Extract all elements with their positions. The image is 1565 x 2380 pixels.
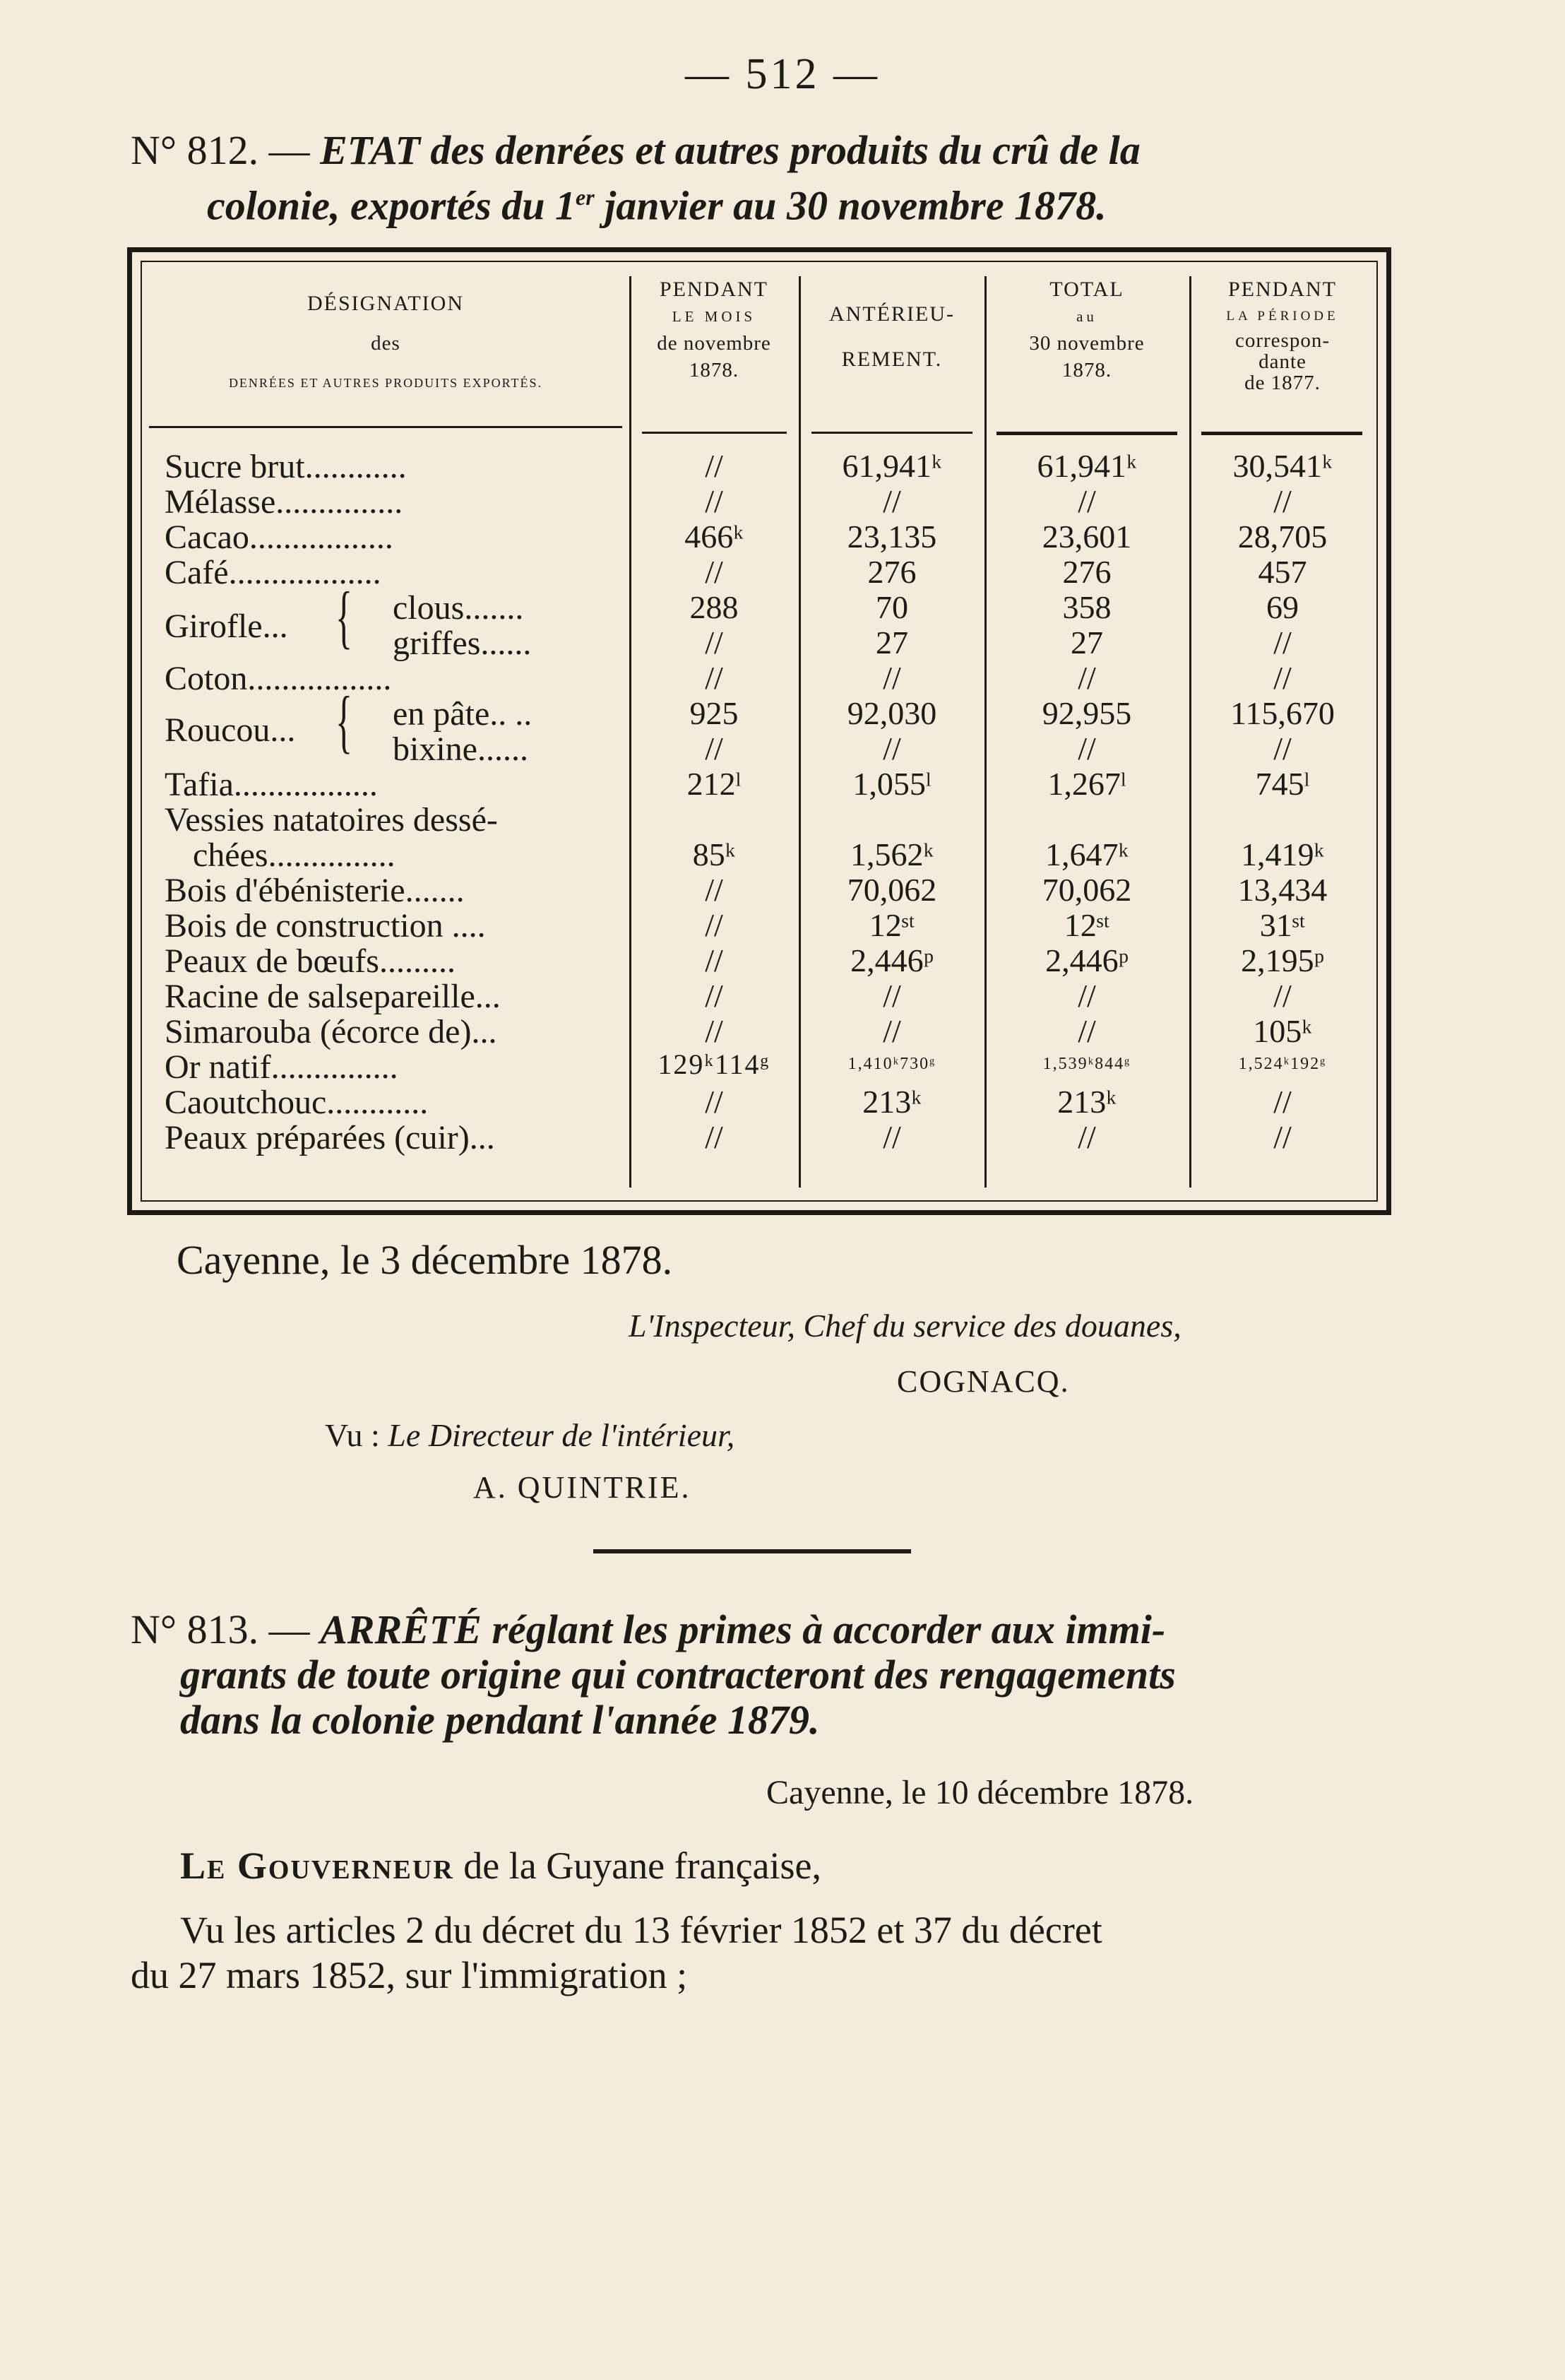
- signature-place-date: Cayenne, le 3 décembre 1878.: [177, 1237, 673, 1283]
- table-cell-col3: 213ᵏ: [1057, 1084, 1117, 1120]
- table-cell-col4: 2,195ᵖ: [1241, 942, 1324, 978]
- table-cell-col2: 1,055ˡ: [852, 766, 932, 802]
- table-cell-col3: 27: [1071, 624, 1103, 661]
- table-cell-col2: //: [883, 483, 901, 519]
- table-cell-col4: 1,524ᵏ192ᵍ: [1238, 1055, 1327, 1073]
- table-cell-col1: //: [705, 483, 723, 519]
- brace-girofle: {: [335, 577, 352, 656]
- table-cell-col4: //: [1273, 624, 1292, 661]
- table-cell-col4: //: [1273, 730, 1292, 766]
- heading-813-line2: grants de toute origine qui contracteront des rengagements: [180, 1652, 1176, 1698]
- table-cell-col3: //: [1078, 1013, 1096, 1049]
- table-cell-col4: 31ˢᵗ: [1259, 907, 1306, 943]
- heading-813-line3: dans la colonie pendant l'année 1879.: [180, 1697, 820, 1743]
- paragraph-vu: [131, 1907, 1395, 1998]
- decree-date: Cayenne, le 10 décembre 1878.: [766, 1774, 1194, 1811]
- table-cell-col2: 1,410ᵏ730ᵍ: [847, 1055, 936, 1073]
- table-cell-col1: //: [705, 660, 723, 696]
- table-cell-col3: 1,539ᵏ844ᵍ: [1042, 1055, 1131, 1073]
- table-cell-col3: //: [1078, 1119, 1096, 1155]
- table-cell-col3: 1,267ˡ: [1047, 766, 1126, 802]
- table-cell-col2: 1,562ᵏ: [850, 836, 934, 872]
- table-cell-col1: //: [705, 554, 723, 590]
- export-table: [127, 247, 1391, 1215]
- table-cell-col4: 13,434: [1237, 872, 1328, 908]
- row-label: Caoutchouc............: [165, 1084, 429, 1121]
- page-number: — 512 —: [685, 50, 880, 98]
- heading-812-title-sup: er: [575, 184, 595, 210]
- heading-813-number: N° 813. —: [131, 1606, 321, 1652]
- row-label: Coton.................: [165, 660, 392, 697]
- table-cell-col1: //: [705, 978, 723, 1014]
- group-label-roucou: Roucou...: [165, 711, 296, 749]
- table-cell-col3: 1,647ᵏ: [1045, 836, 1129, 872]
- table-cell-col1: //: [705, 448, 723, 484]
- table-cell-col4: //: [1273, 660, 1292, 696]
- governor-title: Le Gouverneur: [180, 1845, 454, 1887]
- table-cell-col2: 27: [876, 624, 908, 661]
- table-cell-col2: 276: [867, 554, 917, 590]
- table-cell-col1: //: [705, 624, 723, 661]
- header-periode: PENDANT LA PÉRIODE correspon- dante de 1877.: [1226, 278, 1339, 394]
- table-cell-col2: //: [883, 1119, 901, 1155]
- header-anterieurement: ANTÉRIEU- REMENT.: [829, 302, 955, 371]
- row-label: griffes......: [393, 624, 532, 662]
- row-label: Peaux de bœufs.........: [165, 942, 456, 980]
- table-cell-col2: 92,030: [847, 695, 937, 731]
- header-total: TOTAL au 30 novembre 1878.: [1029, 278, 1145, 381]
- table-cell-col4: //: [1273, 483, 1292, 519]
- table-cell-col3: 358: [1062, 589, 1112, 625]
- paragraph-line2: du 27 mars 1852, sur l'immigration ;: [131, 1954, 688, 1996]
- table-cell-col3: //: [1078, 978, 1096, 1014]
- table-cell-col4: 457: [1258, 554, 1307, 590]
- vu-line: [325, 1416, 734, 1454]
- signature-name: COGNACQ.: [897, 1364, 1070, 1399]
- table-cell-col3: 61,941ᵏ: [1037, 448, 1137, 484]
- row-label: bixine......: [393, 730, 528, 768]
- table-cell-col3: //: [1078, 730, 1096, 766]
- table-cell-col1: //: [705, 942, 723, 978]
- table-cell-col4: 1,419ᵏ: [1240, 836, 1324, 872]
- row-label: Sucre brut............: [165, 448, 407, 485]
- table-cell-col1: 85ᵏ: [692, 836, 736, 872]
- vu-role: Le Directeur de l'intérieur,: [388, 1417, 735, 1453]
- heading-813: [131, 1607, 1402, 1743]
- heading-812-title-line1: ETAT des denrées et autres produits du crû de la: [320, 127, 1141, 173]
- heading-812: [131, 127, 1402, 229]
- table-cell-col2: //: [883, 978, 901, 1014]
- row-label: Simarouba (écorce de)...: [165, 1013, 497, 1050]
- governor-line: [180, 1844, 821, 1888]
- table-cell-col3: 276: [1062, 554, 1112, 590]
- header-designation: DÉSIGNATION des DENRÉES ET AUTRES PRODUITS EXPORTÉS.: [228, 292, 543, 390]
- table-cell-col1: //: [705, 872, 723, 908]
- row-label: chées...............: [193, 836, 395, 874]
- signature-role: L'Inspecteur, Chef du service des douanes,: [629, 1308, 1182, 1344]
- table-cell-col2: 61,941ᵏ: [842, 448, 942, 484]
- table-cell-col1: //: [705, 907, 723, 943]
- row-label: Vessies natatoires dessé-: [165, 801, 498, 839]
- table-cell-col3: //: [1078, 660, 1096, 696]
- row-label: Racine de salsepareille...: [165, 978, 501, 1015]
- row-label: Bois de construction ....: [165, 907, 486, 945]
- table-cell-col1: 925: [689, 695, 739, 731]
- table-cell-col1: //: [705, 730, 723, 766]
- heading-812-number: N° 812. —: [131, 127, 321, 173]
- row-label: Mélasse...............: [165, 483, 403, 521]
- table-cell-col3: //: [1078, 483, 1096, 519]
- table-cell-col4: 28,705: [1237, 519, 1328, 555]
- table-cell-col2: 213ᵏ: [862, 1084, 922, 1120]
- row-label: Bois d'ébénisterie.......: [165, 872, 465, 909]
- table-cell-col3: 23,601: [1042, 519, 1132, 555]
- table-cell-col2: //: [883, 1013, 901, 1049]
- paragraph-line1: Vu les articles 2 du décret du 13 février 1852 et 37 du décret: [180, 1909, 1102, 1951]
- governor-rest: de la Guyane française,: [453, 1845, 822, 1887]
- table-cell-col4: 745ˡ: [1255, 766, 1310, 802]
- heading-812-title-line2-post: janvier au 30 novembre 1878.: [594, 182, 1107, 229]
- table-cell-col1: 129ᵏ114ᵍ: [657, 1048, 770, 1080]
- table-cell-col4: //: [1273, 1119, 1292, 1155]
- table-cell-col3: 12ˢᵗ: [1064, 907, 1110, 943]
- table-cell-col1: //: [705, 1013, 723, 1049]
- row-label: Or natif...............: [165, 1048, 398, 1086]
- row-label: clous.......: [393, 589, 524, 627]
- table-cell-col4: 30,541ᵏ: [1232, 448, 1333, 484]
- vu-label: Vu :: [325, 1417, 388, 1453]
- table-cell-col2: 70: [876, 589, 908, 625]
- table-cell-col2: 70,062: [847, 872, 937, 908]
- table-cell-col2: 23,135: [847, 519, 937, 555]
- row-label: en pâte.. ..: [393, 695, 532, 733]
- table-cell-col4: //: [1273, 1084, 1292, 1120]
- table-cell-col1: 466ᵏ: [684, 519, 744, 555]
- vu-name: A. QUINTRIE.: [473, 1470, 691, 1505]
- table-cell-col1: //: [705, 1119, 723, 1155]
- row-label: Cacao.................: [165, 519, 393, 556]
- table-cell-col1: 288: [689, 589, 739, 625]
- heading-812-title-line2-pre: colonie, exportés du 1: [207, 182, 576, 229]
- heading-813-line1: ARRÊTÉ réglant les primes à accorder aux immi-: [320, 1606, 1166, 1652]
- table-cell-col3: 92,955: [1042, 695, 1132, 731]
- table-cell-col4: //: [1273, 978, 1292, 1014]
- row-label: Tafia.................: [165, 766, 378, 803]
- table-cell-col4: 69: [1266, 589, 1299, 625]
- brace-roucou: {: [335, 682, 352, 760]
- table-cell-col3: 70,062: [1042, 872, 1132, 908]
- header-pendant-mois: PENDANT LE MOIS de novembre 1878.: [657, 278, 771, 381]
- table-cell-col2: //: [883, 660, 901, 696]
- table-cell-col1: //: [705, 1084, 723, 1120]
- section-divider: [593, 1549, 911, 1553]
- table-cell-col2: 2,446ᵖ: [850, 942, 934, 978]
- group-label-girofle: Girofle...: [165, 608, 288, 645]
- table-cell-col2: 12ˢᵗ: [869, 907, 915, 943]
- table-cell-col4: 105ᵏ: [1253, 1013, 1312, 1049]
- table-cell-col3: 2,446ᵖ: [1045, 942, 1129, 978]
- table-cell-col4: 115,670: [1230, 695, 1335, 731]
- row-label: Café..................: [165, 554, 381, 591]
- table-cell-col2: //: [883, 730, 901, 766]
- table-cell-col1: 212ˡ: [686, 766, 742, 802]
- export-table-inner-frame: [141, 261, 1378, 1202]
- row-label: Peaux préparées (cuir)...: [165, 1119, 495, 1156]
